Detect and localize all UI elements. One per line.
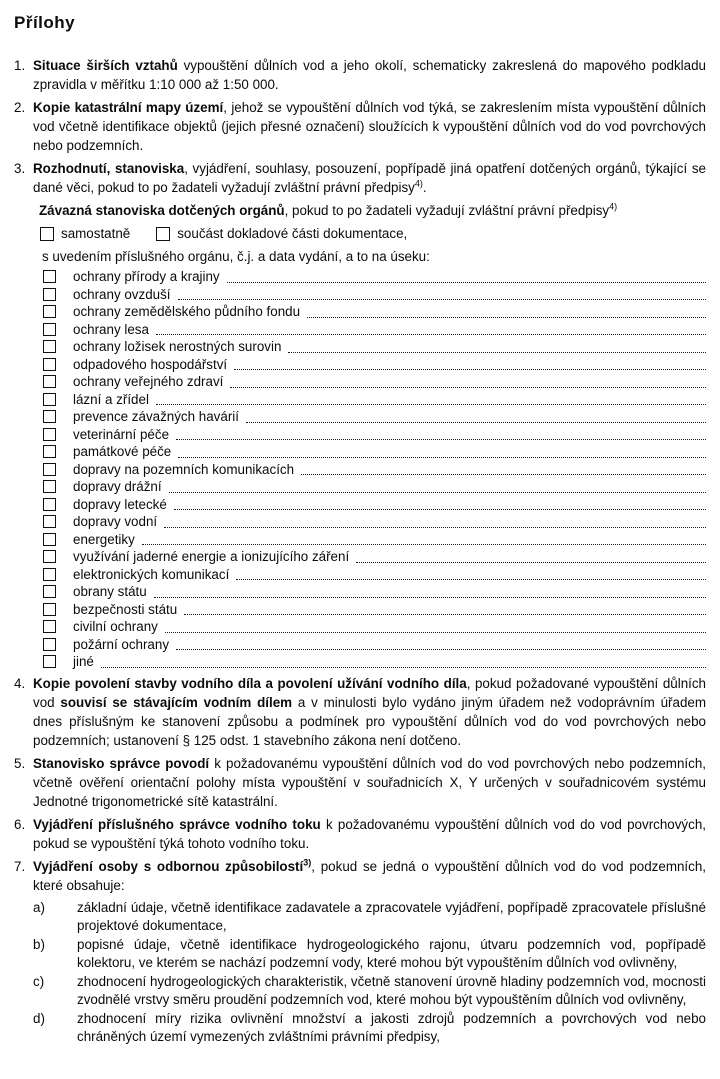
sector-row — [14, 548, 706, 566]
document-body — [14, 56, 706, 1047]
sector-checkbox-13[interactable] — [43, 498, 56, 511]
option-label: součást dokladové části dokumentace, — [177, 226, 408, 241]
numbered-item-2 — [14, 98, 706, 155]
sub-item-letter: d) — [33, 1010, 45, 1026]
sector-checkbox-17[interactable] — [43, 568, 56, 581]
sector-row — [14, 373, 706, 391]
binding-opinions-heading — [39, 201, 706, 220]
sector-checkbox-9[interactable] — [43, 428, 56, 441]
sector-label: energetiky — [73, 531, 135, 547]
sector-checkbox-8[interactable] — [43, 410, 56, 423]
sub-item-letter: c) — [33, 973, 45, 989]
sector-checkbox-0[interactable] — [43, 270, 56, 283]
sector-label: ochrany lesa — [73, 321, 149, 337]
option-checkbox-0[interactable] — [40, 227, 54, 241]
sector-row — [14, 583, 706, 601]
text-segment: Kopie katastrální mapy území — [33, 100, 224, 115]
text-segment: Situace širších vztahů — [33, 58, 178, 73]
sector-label: ochrany zemědělského půdního fondu — [73, 304, 301, 320]
text-segment: Vyjádření osoby s odbornou způsobilostí — [33, 858, 304, 874]
sector-label: bezpečnosti státu — [73, 601, 178, 617]
item-number: 1. — [14, 58, 26, 73]
sector-row — [14, 408, 706, 426]
binding-options-row — [40, 224, 706, 243]
sector-row — [14, 356, 706, 374]
sector-row — [14, 268, 706, 286]
sector-checkbox-10[interactable] — [43, 445, 56, 458]
dotted-fill-line[interactable] — [154, 597, 706, 598]
numbered-item-3 — [14, 159, 706, 197]
sector-label: památkové péče — [73, 444, 172, 460]
sector-checkbox-16[interactable] — [43, 550, 56, 563]
text-segment: s uvedením příslušného orgánu, č.j. a data vydání, a to na úseku: — [42, 249, 430, 264]
dotted-fill-line[interactable] — [176, 439, 706, 440]
dotted-fill-line[interactable] — [246, 422, 706, 423]
numbered-item-4 — [14, 674, 706, 750]
text-segment: Stanovisko správce povodí — [33, 755, 210, 771]
sector-label: dopravy na pozemních komunikacích — [73, 461, 295, 477]
dotted-fill-line[interactable] — [101, 667, 706, 668]
sector-label: odpadového hospodářství — [73, 356, 228, 372]
text-segment: k požadovanému vypouštění důlních vod do vod povrchových nebo podzemních, včetně ověření orientační polohy místa vypouštění v souřadnicích X, Y určených v souřadnicovém systému Jednotné trigonometrické sítě katastrální. — [33, 755, 706, 809]
numbered-item-7 — [14, 857, 706, 895]
sub-item-c — [14, 973, 706, 1010]
sector-label: dopravy letecké — [73, 496, 167, 512]
dotted-fill-line[interactable] — [301, 474, 706, 475]
sub-item-letter: a) — [33, 899, 45, 915]
sector-label: ochrany ovzduší — [73, 286, 171, 302]
text-segment: Rozhodnutí, stanoviska — [33, 161, 185, 176]
sub-item-text — [77, 973, 706, 1010]
sector-label: jiné — [73, 654, 94, 670]
sector-row — [14, 478, 706, 496]
sector-row — [14, 496, 706, 514]
numbered-item-6 — [14, 815, 706, 853]
sub-item-d — [14, 1010, 706, 1047]
sector-label: obrany státu — [73, 584, 147, 600]
sector-checklist — [14, 268, 706, 671]
sector-row — [14, 618, 706, 636]
sector-row — [14, 338, 706, 356]
dotted-fill-line[interactable] — [236, 579, 706, 580]
sector-row — [14, 531, 706, 549]
sector-label: ochrany veřejného zdraví — [73, 374, 224, 390]
sector-row — [14, 426, 706, 444]
text-segment: k požadovanému vypouštění důlních vod do vod povrchových, pokud se vypouštění týká tohoto vodního toku. — [33, 816, 706, 851]
text-segment: , pokud se jedná o vypouštění důlních vod do vod podzemních, které obsahuje: — [33, 858, 707, 893]
dotted-fill-line[interactable] — [165, 632, 706, 633]
item-text — [33, 98, 706, 155]
sector-checkbox-4[interactable] — [43, 340, 56, 353]
item-text — [33, 754, 706, 811]
sector-row — [14, 566, 706, 584]
text-segment: . — [422, 180, 427, 195]
dotted-fill-line[interactable] — [184, 614, 706, 615]
sector-label: využívání jaderné energie a ionizujícího záření — [73, 549, 350, 565]
sector-row — [14, 461, 706, 479]
sector-row — [14, 286, 706, 304]
sector-checkbox-7[interactable] — [43, 393, 56, 406]
item-number: 2. — [14, 100, 26, 115]
sector-row — [14, 443, 706, 461]
sector-row — [14, 601, 706, 619]
dotted-fill-line[interactable] — [178, 457, 706, 458]
item-text — [33, 857, 706, 895]
sector-label: lázní a zřídel — [73, 391, 149, 407]
text-segment: popisné údaje, včetně identifikace hydrogeologického rajonu, útvaru podzemních vod, popřípadě kolektoru, ve kterém se nachází podzemní vody, které mohou být vypouštěním důlních vod ovlivněny, — [77, 936, 706, 970]
text-segment: a v minulosti bylo vydáno jiným úřadem než vodoprávním úřadem dnes příslušným ke stanovení způsobu a podmínek pro vypouštění důlních vod do vod povrchových nebo podzemních; ustanovení § 125 odst. 1 stavebního zákona není dotčeno. — [33, 694, 706, 748]
sector-row — [14, 391, 706, 409]
sector-label: prevence závažných havárií — [73, 409, 239, 425]
dotted-fill-line[interactable] — [288, 352, 706, 353]
dotted-fill-line[interactable] — [234, 369, 706, 370]
option-1 — [156, 224, 407, 243]
sector-checkbox-11[interactable] — [43, 463, 56, 476]
text-segment: Vyjádření příslušného správce vodního toku — [33, 816, 321, 832]
sector-label: požární ochrany — [73, 636, 170, 652]
dotted-fill-line[interactable] — [178, 299, 706, 300]
dotted-fill-line[interactable] — [169, 492, 706, 493]
dotted-fill-line[interactable] — [176, 649, 706, 650]
dotted-fill-line[interactable] — [307, 317, 706, 318]
item-text — [33, 56, 706, 94]
sector-checkbox-3[interactable] — [43, 323, 56, 336]
item-number: 3. — [14, 161, 26, 176]
text-segment: Kopie povolení stavby vodního díla a povolení užívání vodního díla — [33, 675, 467, 691]
item-number: 5. — [14, 755, 26, 771]
sector-checkbox-18[interactable] — [43, 585, 56, 598]
sub-item-text — [77, 899, 706, 936]
dotted-fill-line[interactable] — [174, 509, 706, 510]
item-number: 6. — [14, 816, 26, 832]
item-number: 7. — [14, 858, 26, 874]
dotted-fill-line[interactable] — [156, 404, 706, 405]
text-segment: zhodnocení hydrogeologických charakteristik, včetně stanovení úrovně hladiny podzemních vod, mocnosti zvodnělé vrstvy směru proudění podzemních vod, které mohou být vypouštěním důlních vod ovlivněny, — [77, 973, 706, 1007]
sector-checkbox-6[interactable] — [43, 375, 56, 388]
dotted-fill-line[interactable] — [156, 334, 706, 335]
option-checkbox-1[interactable] — [156, 227, 170, 241]
dotted-fill-line[interactable] — [230, 387, 706, 388]
sector-row — [14, 636, 706, 654]
sector-label: civilní ochrany — [73, 619, 158, 635]
sector-checkbox-5[interactable] — [43, 358, 56, 371]
text-segment: , jehož se vypouštění důlních vod týká, se zakreslením místa vypouštění důlních vod včetně identifikace objektů (jejich přesné označení) sloužících k vypouštění důlních vod do vod povrchových nebo podzemních. — [33, 100, 706, 153]
dotted-fill-line[interactable] — [164, 527, 706, 528]
footnote-ref: 3) — [303, 857, 312, 868]
sub-item-text — [77, 936, 706, 973]
numbered-item-5 — [14, 754, 706, 811]
sector-label: dopravy vodní — [73, 514, 158, 530]
text-segment: základní údaje, včetně identifikace zadavatele a zpracovatele vyjádření, popřípadě zpracovatele příslušné projektové dokumentace, — [77, 899, 706, 933]
option-0 — [40, 224, 130, 243]
sector-row — [14, 653, 706, 671]
sector-checkbox-1[interactable] — [43, 288, 56, 301]
footnote-ref: 4) — [609, 201, 618, 212]
text-segment: souvisí se stávajícím vodním dílem — [60, 694, 293, 710]
text-segment: , pokud požadované vypouštění důlních vod — [33, 675, 706, 710]
sub-item-letter: b) — [33, 936, 45, 952]
page-title: Přílohy — [14, 13, 76, 32]
sector-checkbox-14[interactable] — [43, 515, 56, 528]
item-text — [33, 815, 706, 853]
sector-row — [14, 513, 706, 531]
dotted-fill-line[interactable] — [227, 282, 706, 283]
sector-row — [14, 303, 706, 321]
sector-checkbox-22[interactable] — [43, 655, 56, 668]
text-segment: , vyjádření, souhlasy, posouzení, popřípadě jiná opatření dotčených orgánů, týkající se dané věci, pokud to po žadateli vyžadují zvláštní právní předpisy — [33, 161, 706, 195]
dotted-fill-line[interactable] — [356, 562, 706, 563]
sector-list-intro — [42, 247, 706, 266]
sector-checkbox-21[interactable] — [43, 638, 56, 651]
sector-label: elektronických komunikací — [73, 566, 230, 582]
numbered-item-1 — [14, 56, 706, 94]
sector-checkbox-15[interactable] — [43, 533, 56, 546]
sector-label: ochrany ložisek nerostných surovin — [73, 339, 282, 355]
text-segment: Závazná stanoviska dotčených orgánů — [39, 203, 285, 218]
sub-item-a — [14, 899, 706, 936]
text-segment: zhodnocení míry rizika ovlivnění množství a jakosti zdrojů podzemních a povrchových vod nebo chráněných území vymezených zvláštními právními předpisy, — [77, 1010, 706, 1044]
footnote-ref: 4) — [414, 178, 423, 189]
sub-item-b — [14, 936, 706, 973]
dotted-fill-line[interactable] — [142, 544, 706, 545]
sector-checkbox-20[interactable] — [43, 620, 56, 633]
option-label: samostatně — [61, 226, 131, 241]
sector-checkbox-12[interactable] — [43, 480, 56, 493]
sector-label: dopravy drážní — [73, 479, 162, 495]
sector-label: ochrany přírody a krajiny — [73, 269, 220, 285]
text-segment: vypouštění důlních vod a jeho okolí, schematicky zakreslená do mapového podkladu zpravidla v měřítku 1:10 000 až 1:50 000. — [33, 58, 706, 92]
sector-label: veterinární péče — [73, 426, 170, 442]
item-text — [33, 159, 706, 197]
sector-row — [14, 321, 706, 339]
item-text — [33, 674, 706, 750]
sub-item-text — [77, 1010, 706, 1047]
text-segment: , pokud to po žadateli vyžadují zvláštní právní předpisy — [284, 203, 610, 218]
sector-checkbox-2[interactable] — [43, 305, 56, 318]
item-number: 4. — [14, 675, 26, 691]
sector-checkbox-19[interactable] — [43, 603, 56, 616]
